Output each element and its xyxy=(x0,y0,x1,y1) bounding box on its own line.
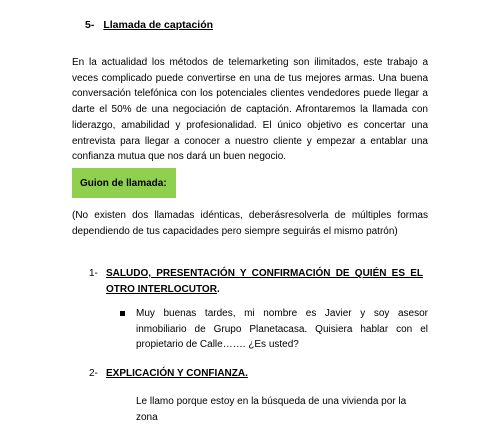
step-2-title xyxy=(106,366,423,382)
step-1-title-text: SALUDO, PRESENTACIÓN Y CONFIRMACIÓN DE QUIÉN ES EL OTRO INTERLOCUTOR xyxy=(106,268,423,295)
bullet-text: Muy buenas tardes, mi nombre es Javier y soy asesor inmobiliario de Grupo Planetacasa. Quisiera hablar con el propietario de Calle……. ¿Es usted? xyxy=(136,308,428,351)
step-2-title-text: EXPLICACIÓN Y CONFIANZA. xyxy=(106,368,248,379)
intro-paragraph xyxy=(72,55,428,165)
step-2-number: 2- xyxy=(89,368,98,379)
note-text: (No existen dos llamadas idénticas, deberásresolverla de múltiples formas dependiendo de tus capacidades pero siempre seguirás el mismo patrón) xyxy=(72,210,428,237)
section-number: 5- xyxy=(85,19,95,31)
note-paragraph xyxy=(72,208,428,239)
step-1-number: 1- xyxy=(89,268,98,279)
step-1-title xyxy=(106,266,423,297)
call-script-label-box xyxy=(72,168,176,198)
step-2 xyxy=(89,366,429,382)
bullet-2-partial-text: Le llamo porque estoy en la búsqueda de una vivienda por la zona xyxy=(136,396,407,423)
bullet-square-icon xyxy=(120,311,125,316)
intro-text: En la actualidad los métodos de telemarketing son ilimitados, este trabajo a veces complicado puede convertirse en una de tus mejores armas. Una buena conversación telefónica con los potenciales clientes vendedores puede llegar a darte el 50% de una negociación de captación. Afrontaremos la llamada con liderazgo, amabilidad y profesionalidad. El único objetivo es concertar una entrevista para llegar a conocer a nuestro cliente y empezar a entablar una confianza mutua que nos dará un buen negocio. xyxy=(72,57,428,163)
step-1 xyxy=(89,266,429,298)
step-1-title-suffix: . xyxy=(216,283,220,295)
cutoff-text xyxy=(136,394,428,423)
section-heading xyxy=(85,19,213,31)
section-title: Llamada de captación xyxy=(103,19,214,31)
call-script-label: Guion de llamada: xyxy=(80,177,167,189)
